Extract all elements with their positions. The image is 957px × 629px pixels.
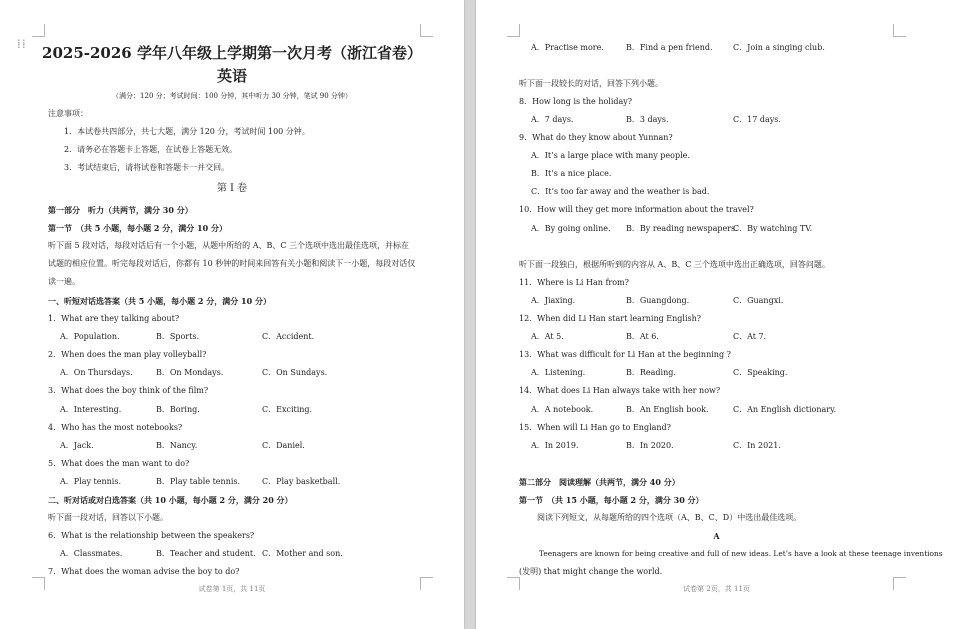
page-corner-mark [32,24,45,37]
option-c: C．Speaking. [733,368,788,377]
option-b: B．3 days. [626,115,669,124]
question: 3．What does the boy think of the film? [48,386,209,395]
option-c: C．By watching TV. [733,224,813,233]
option-a: A．Practise more. [531,43,604,52]
volume-heading: 第 I 卷 [216,183,248,194]
option-c: C．It’s too far away and the weather is bad. [531,187,710,196]
listening-instruction: 听下面一段较长的对话，回答下列小题。 [519,79,663,88]
part-heading: 第二部分 阅读理解（共两节，满分 40 分） [519,477,680,487]
section-heading: 第一节 （共 5 小题，每小题 2 分，满分 10 分） [48,223,227,233]
subsection-heading: 二、听对话或对白选答案（共 10 小题，每小题 2 分，满分 20 分） [48,495,293,505]
option-b: B．Find a pen friend. [626,43,713,52]
page-footer: 试卷第 1页，共 11页 [198,585,266,593]
option-b: B．Guangdong. [626,296,690,305]
question: 2．When does the man play volleyball? [48,350,207,359]
section-heading: 第一节 （共 15 小题，每小题 2 分，满分 30 分） [519,495,704,505]
listening-instruction: 听下面一段独白，根据所听到的内容从 A、B、C 三个选项中选出正确选项，回答问题。 [519,260,830,269]
instruction-line: 读一遍。 [48,277,80,286]
question: 13．What was difficult for Li Han at the beginning ? [519,350,731,359]
exam-subject: 英语 [216,67,247,85]
page-corner-mark [893,24,906,37]
option-c: C．Accident. [262,332,315,341]
drag-handle-icon[interactable]: ⁞⁞ [17,37,27,51]
option-b: B．An English book. [626,405,709,414]
option-b: B．Nancy. [156,441,198,450]
option-a: A．Jiaxing. [531,296,576,305]
option-c: C．An English dictionary. [733,405,837,414]
option-b: B．Play table tennis. [156,477,241,486]
option-c: C．In 2021. [733,441,781,450]
option-b: B．Reading. [626,368,676,377]
question: 5．What does the man want to do? [48,459,190,468]
option-c: C．Exciting. [262,405,313,414]
question: 8．How long is the holiday? [519,97,633,106]
option-c: C．Guangxi. [733,296,784,305]
option-c: C．Daniel. [262,441,305,450]
option-c: C．Play basketball. [262,477,341,486]
exam-meta: （满分：120 分；考试时间：100 分钟，其中听力 30 分钟，笔试 90 分钟） [112,92,352,100]
option-a: A．In 2019. [531,441,579,450]
option-a: A．At 5. [531,332,564,341]
question: 10．How will they get more information about the travel? [519,205,754,214]
option-a: A．A notebook. [531,405,594,414]
question: 9．What do they know about Yunnan? [519,133,673,142]
option-c: C．On Sundays. [262,368,328,377]
passage-label: A [713,531,720,541]
reading-instruction: 阅读下列短文，从每题所给的四个选项（A、B、C、D）中选出最佳选项。 [537,513,802,522]
passage-line: (发明) that might change the world. [519,567,663,576]
option-a: A．Jack. [60,441,94,450]
listening-instruction: 听下面一段对话，回答以下小题。 [48,513,168,522]
question: 12．When did Li Han start learning English? [519,314,702,323]
option-a: A．Play tennis. [60,477,122,486]
question: 14．What does Li Han always take with her now? [519,386,721,395]
notice-heading: 注意事项： [48,109,88,118]
part-heading: 第一部分 听力（共两节，满分 30 分） [48,205,193,215]
notice-item: 2．请务必在答题卡上答题，在试卷上答题无效。 [64,145,238,154]
option-a: A．7 days. [531,115,574,124]
option-c: C．At 7. [733,332,767,341]
instruction-line: 试题的相应位置。听完每段对话后，你都有 10 秒钟的时间来回答有关小题和阅读下一小题，每段对话仅 [48,259,416,268]
option-b: B．On Mondays. [156,368,224,377]
option-c: C．17 days. [733,115,781,124]
option-a: A．On Thursdays. [60,368,133,377]
subsection-heading: 一、听短对话选答案（共 5 小题，每小题 2 分，满分 10 分） [48,296,271,306]
option-c: C．Join a singing club. [733,43,825,52]
page-corner-mark [507,24,520,37]
option-a: A．Interesting. [60,405,122,414]
option-a: A．It’s a large place with many people. [531,151,690,160]
page-corner-mark [420,24,433,37]
option-a: A．Classmates. [60,549,123,558]
option-a: A．By going online. [531,224,611,233]
question: 11．Where is Li Han from? [519,278,629,287]
instruction-line: 听下面 5 段对话，每段对话后有一个小题，从题中所给的 A、B、C 三个选项中选出最佳选项，并标在 [48,241,410,250]
document-page-2 [476,0,957,629]
option-b: B．At 6. [626,332,659,341]
exam-title: 2025-2026 学年八年级上学期第一次月考（浙江省卷） [42,44,422,62]
document-page-1 [0,0,464,629]
option-b: B．Sports. [156,332,199,341]
option-b: B．By reading newspapers. [626,224,738,233]
option-b: B．In 2020. [626,441,674,450]
option-c: C．Mother and son. [262,549,343,558]
question: 15．When will Li Han go to England? [519,423,671,432]
question: 7．What does the woman advise the boy to do? [48,567,240,576]
option-a: A．Population. [60,332,120,341]
question: 1．What are they talking about? [48,314,180,323]
option-b: B．Boring. [156,405,200,414]
question: 6．What is the relationship between the speakers? [48,531,255,540]
option-b: B．It’s a nice place. [531,169,612,178]
option-b: B．Teacher and student. [156,549,256,558]
notice-item: 1．本试卷共四部分，共七大题，满分 120 分，考试时间 100 分钟。 [64,127,310,136]
passage-line: Teenagers are known for being creative and full of new ideas. Let’s have a look at these teenage inventions [539,549,943,558]
notice-item: 3．考试结束后，请将试卷和答题卡一并交回。 [64,163,230,172]
option-a: A．Listening. [531,368,586,377]
question: 4．Who has the most notebooks? [48,423,183,432]
page-footer: 试卷第 2页，共 11页 [683,585,750,593]
